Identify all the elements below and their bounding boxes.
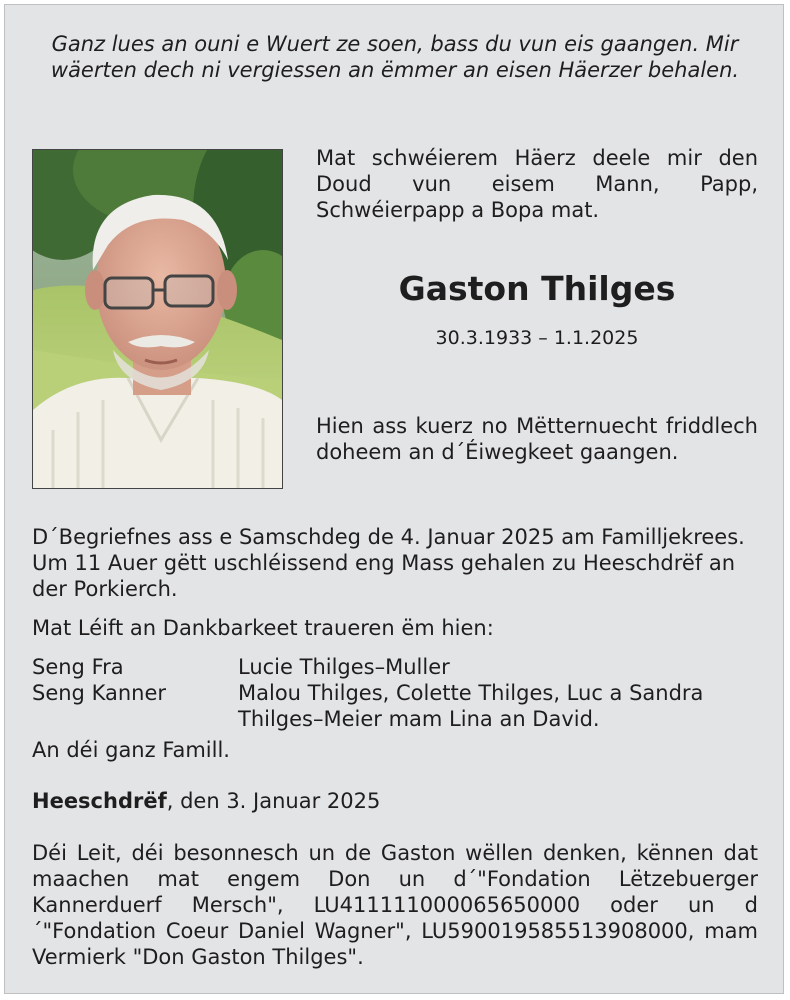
life-dates: 30.3.1933 – 1.1.2025 xyxy=(435,327,639,349)
deceased-name: Gaston Thilges xyxy=(398,269,676,308)
family-row xyxy=(32,680,762,732)
family-list xyxy=(32,654,762,732)
portrait-photo xyxy=(32,149,283,489)
burial-text: D´Begriefnes ass e Samschdeg de 4. Januar 2025 am Familljekrees. Um 11 Auer gëtt uschléissend eng Mass gehalen zu Heeschdrëf an der Porkierch. xyxy=(32,525,745,601)
obituary-card xyxy=(4,4,784,994)
family-relation: Seng Kanner xyxy=(32,681,167,705)
family-names: Malou Thilges, Colette Thilges, Luc a Sandra Thilges–Meier mam Lina an David. xyxy=(238,681,704,731)
family-names: Lucie Thilges–Muller xyxy=(238,655,450,679)
whole-family-text: An déi ganz Famill. xyxy=(32,738,230,762)
mourning-intro: Mat Léift an Dankbarkeet traueren ëm hien: xyxy=(32,616,494,640)
passing-text: Hien ass kuerz no Mëtternuecht friddlech doheem an d´Éiwegkeet gaangen. xyxy=(316,414,758,464)
announcement-text: Mat schwéierem Häerz deele mir den Doud vun eisem Mann, Papp, Schwéierpapp a Bopa mat. xyxy=(316,146,758,222)
place-date xyxy=(32,788,762,814)
place-name: Heeschdrëf xyxy=(32,789,167,813)
donation-text: Déi Leit, déi besonnesch un de Gaston wëllen denken, kënnen dat maachen mat engem Don un d´"Fondation Lëtzebuerger Kannerduerf Mersch", LU411111000065650000 oder un d´"Fondation Coeur Daniel Wagner", LU590019585513908000, mam Vermierk "Don Gaston Thilges". xyxy=(32,841,758,969)
notice-date: , den 3. Januar 2025 xyxy=(166,789,381,813)
portrait-image xyxy=(33,150,282,488)
memorial-poem: Ganz lues an ouni e Wuert ze soen, bass du vun eis gaangen. Mir wäerten dech ni vergiessen an ëmmer an eisen Häerzer behalen. xyxy=(50,32,740,82)
family-row xyxy=(32,654,762,680)
family-relation: Seng Fra xyxy=(32,655,124,679)
